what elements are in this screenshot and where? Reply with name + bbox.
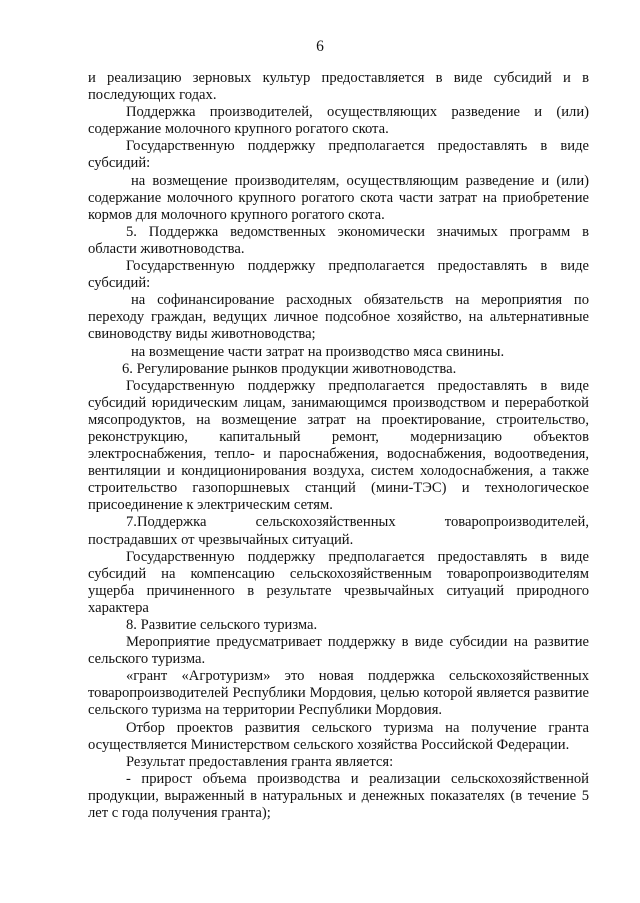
document-body [88, 70, 589, 822]
section-6-heading: 6. Регулирование рынков продукции животноводства. [122, 360, 457, 377]
paragraph-10: Государственную поддержку предполагается предоставлять в виде субсидий юридическим лицам, занимающимся производством и переработкой мясопродуктов, на возмещение затрат на проектирование, строительство, реконструкцию, капитальный ремонт, модернизацию объектов электроснабжения, тепло- и пароснабжения, водоснабжения, водоотведения, вентиляции и кондиционирования воздуха, систем холодоснабжения, а также строительство газопоршневых станций (мини-ТЭС) и технологическое присоединение к электрическим сетям. [88, 377, 589, 514]
section-7-heading: 7.Поддержка сельскохозяйственных товаропроизводителей, пострадавших от чрезвычайных ситуаций. [88, 514, 589, 548]
page-number: 6 [316, 38, 324, 55]
paragraph-1: и реализацию зерновых культур предоставляется в виде субсидий и в последующих годах. [88, 70, 589, 104]
paragraph-17: Результат предоставления гранта является: [126, 753, 394, 770]
paragraph-16: Отбор проектов развития сельского туризма на получение гранта осуществляется Министерством сельского хозяйства Российской Федерации. [88, 719, 589, 753]
paragraph-4: на возмещение производителям, осуществляющим разведение и (или) содержание молочного крупного рогатого скота части затрат на приобретение кормов для молочного крупного рогатого скота. [88, 172, 589, 223]
paragraph-15: «грант «Агротуризм» это новая поддержка сельскохозяйственных товаропроизводителей Республики Мордовия, целью которой является развитие сельского туризма на территории Республики Мордовия. [88, 668, 589, 719]
paragraph-12: Государственную поддержку предполагается предоставлять в виде субсидий на компенсацию сельскохозяйственным товаропроизводителям ущерба причиненного в результате чрезвычайных ситуаций природного характера [88, 548, 589, 616]
paragraph-3: Государственную поддержку предполагается предоставлять в виде субсидий: [88, 138, 589, 172]
paragraph-14: Мероприятие предусматривает поддержку в виде субсидии на развитие сельского туризма. [88, 634, 589, 668]
section-8-heading: 8. Развитие сельского туризма. [126, 617, 318, 633]
paragraph-7: на софинансирование расходных обязательств на мероприятия по переходу граждан, ведущих личное подсобное хозяйство, на альтернативные свиноводству виды животноводства; [88, 292, 589, 343]
paragraph-18: - прирост объема производства и реализации сельскохозяйственной продукции, выраженный в натуральных и денежных показателях (в течение 5 лет с года получения гранта); [88, 770, 589, 822]
paragraph-8: на возмещение части затрат на производство мяса свинины. [131, 343, 505, 360]
section-5-heading: 5. Поддержка ведомственных экономически значимых программ в области животноводства. [88, 223, 589, 257]
paragraph-2: Поддержка производителей, осуществляющих разведение и (или) содержание молочного крупного рогатого скота. [88, 104, 589, 138]
paragraph-6: Государственную поддержку предполагается предоставлять в виде субсидий: [88, 258, 589, 292]
